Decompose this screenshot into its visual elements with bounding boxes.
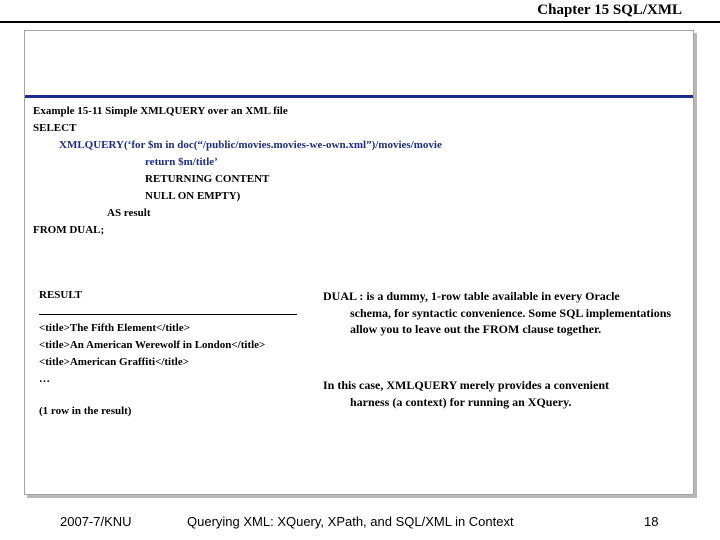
result-row-count: (1 row in the result) (39, 405, 132, 417)
result-line: <title>An American Werewolf in London</title> (39, 339, 266, 351)
xmlquery-note-first-line: In this case, XMLQUERY merely provides a convenient (323, 378, 610, 392)
result-divider (39, 314, 297, 315)
xmlquery-note-continuation: harness (a context) for running an XQuery. (350, 394, 572, 409)
page-number: 18 (644, 514, 659, 529)
dual-note (323, 288, 683, 338)
code-line-null-on-empty: NULL ON EMPTY) (145, 190, 241, 202)
xmlquery-note (323, 377, 683, 410)
result-line: <title>The Fifth Element</title> (39, 322, 190, 334)
footer-title: Querying XML: XQuery, XPath, and SQL/XML in Context (187, 514, 514, 529)
title-underline (25, 95, 693, 98)
result-line: … (39, 373, 50, 385)
dual-note-continuation: schema, for syntactic convenience. Some SQL implementations allow you to leave out the FROM clause together. (350, 305, 672, 336)
result-lines (39, 320, 265, 388)
code-line-returning: RETURNING CONTENT (145, 173, 270, 185)
result-line: <title>American Graffiti</title> (39, 356, 189, 368)
code-line-return: return $m/title’ (145, 156, 218, 168)
dual-note-first-line: DUAL : is a dummy, 1-row table available in every Oracle (323, 289, 620, 303)
code-line-as-result: AS result (107, 207, 151, 219)
footer-date: 2007-7/KNU (60, 514, 132, 529)
chapter-title: Chapter 15 SQL/XML (537, 2, 682, 18)
panel-top-area (25, 31, 693, 95)
content-panel (24, 30, 694, 495)
result-label: RESULT (39, 289, 83, 301)
example-title: Example 15-11 Simple XMLQUERY over an XML file (33, 105, 288, 117)
code-line-xmlquery: XMLQUERY(‘for $m in doc(“/public/movies.movies-we-own.xml”)/movies/movie (59, 139, 442, 151)
code-line-from-dual: FROM DUAL; (33, 224, 105, 236)
code-line-select: SELECT (33, 122, 77, 134)
header-rule (0, 21, 720, 23)
